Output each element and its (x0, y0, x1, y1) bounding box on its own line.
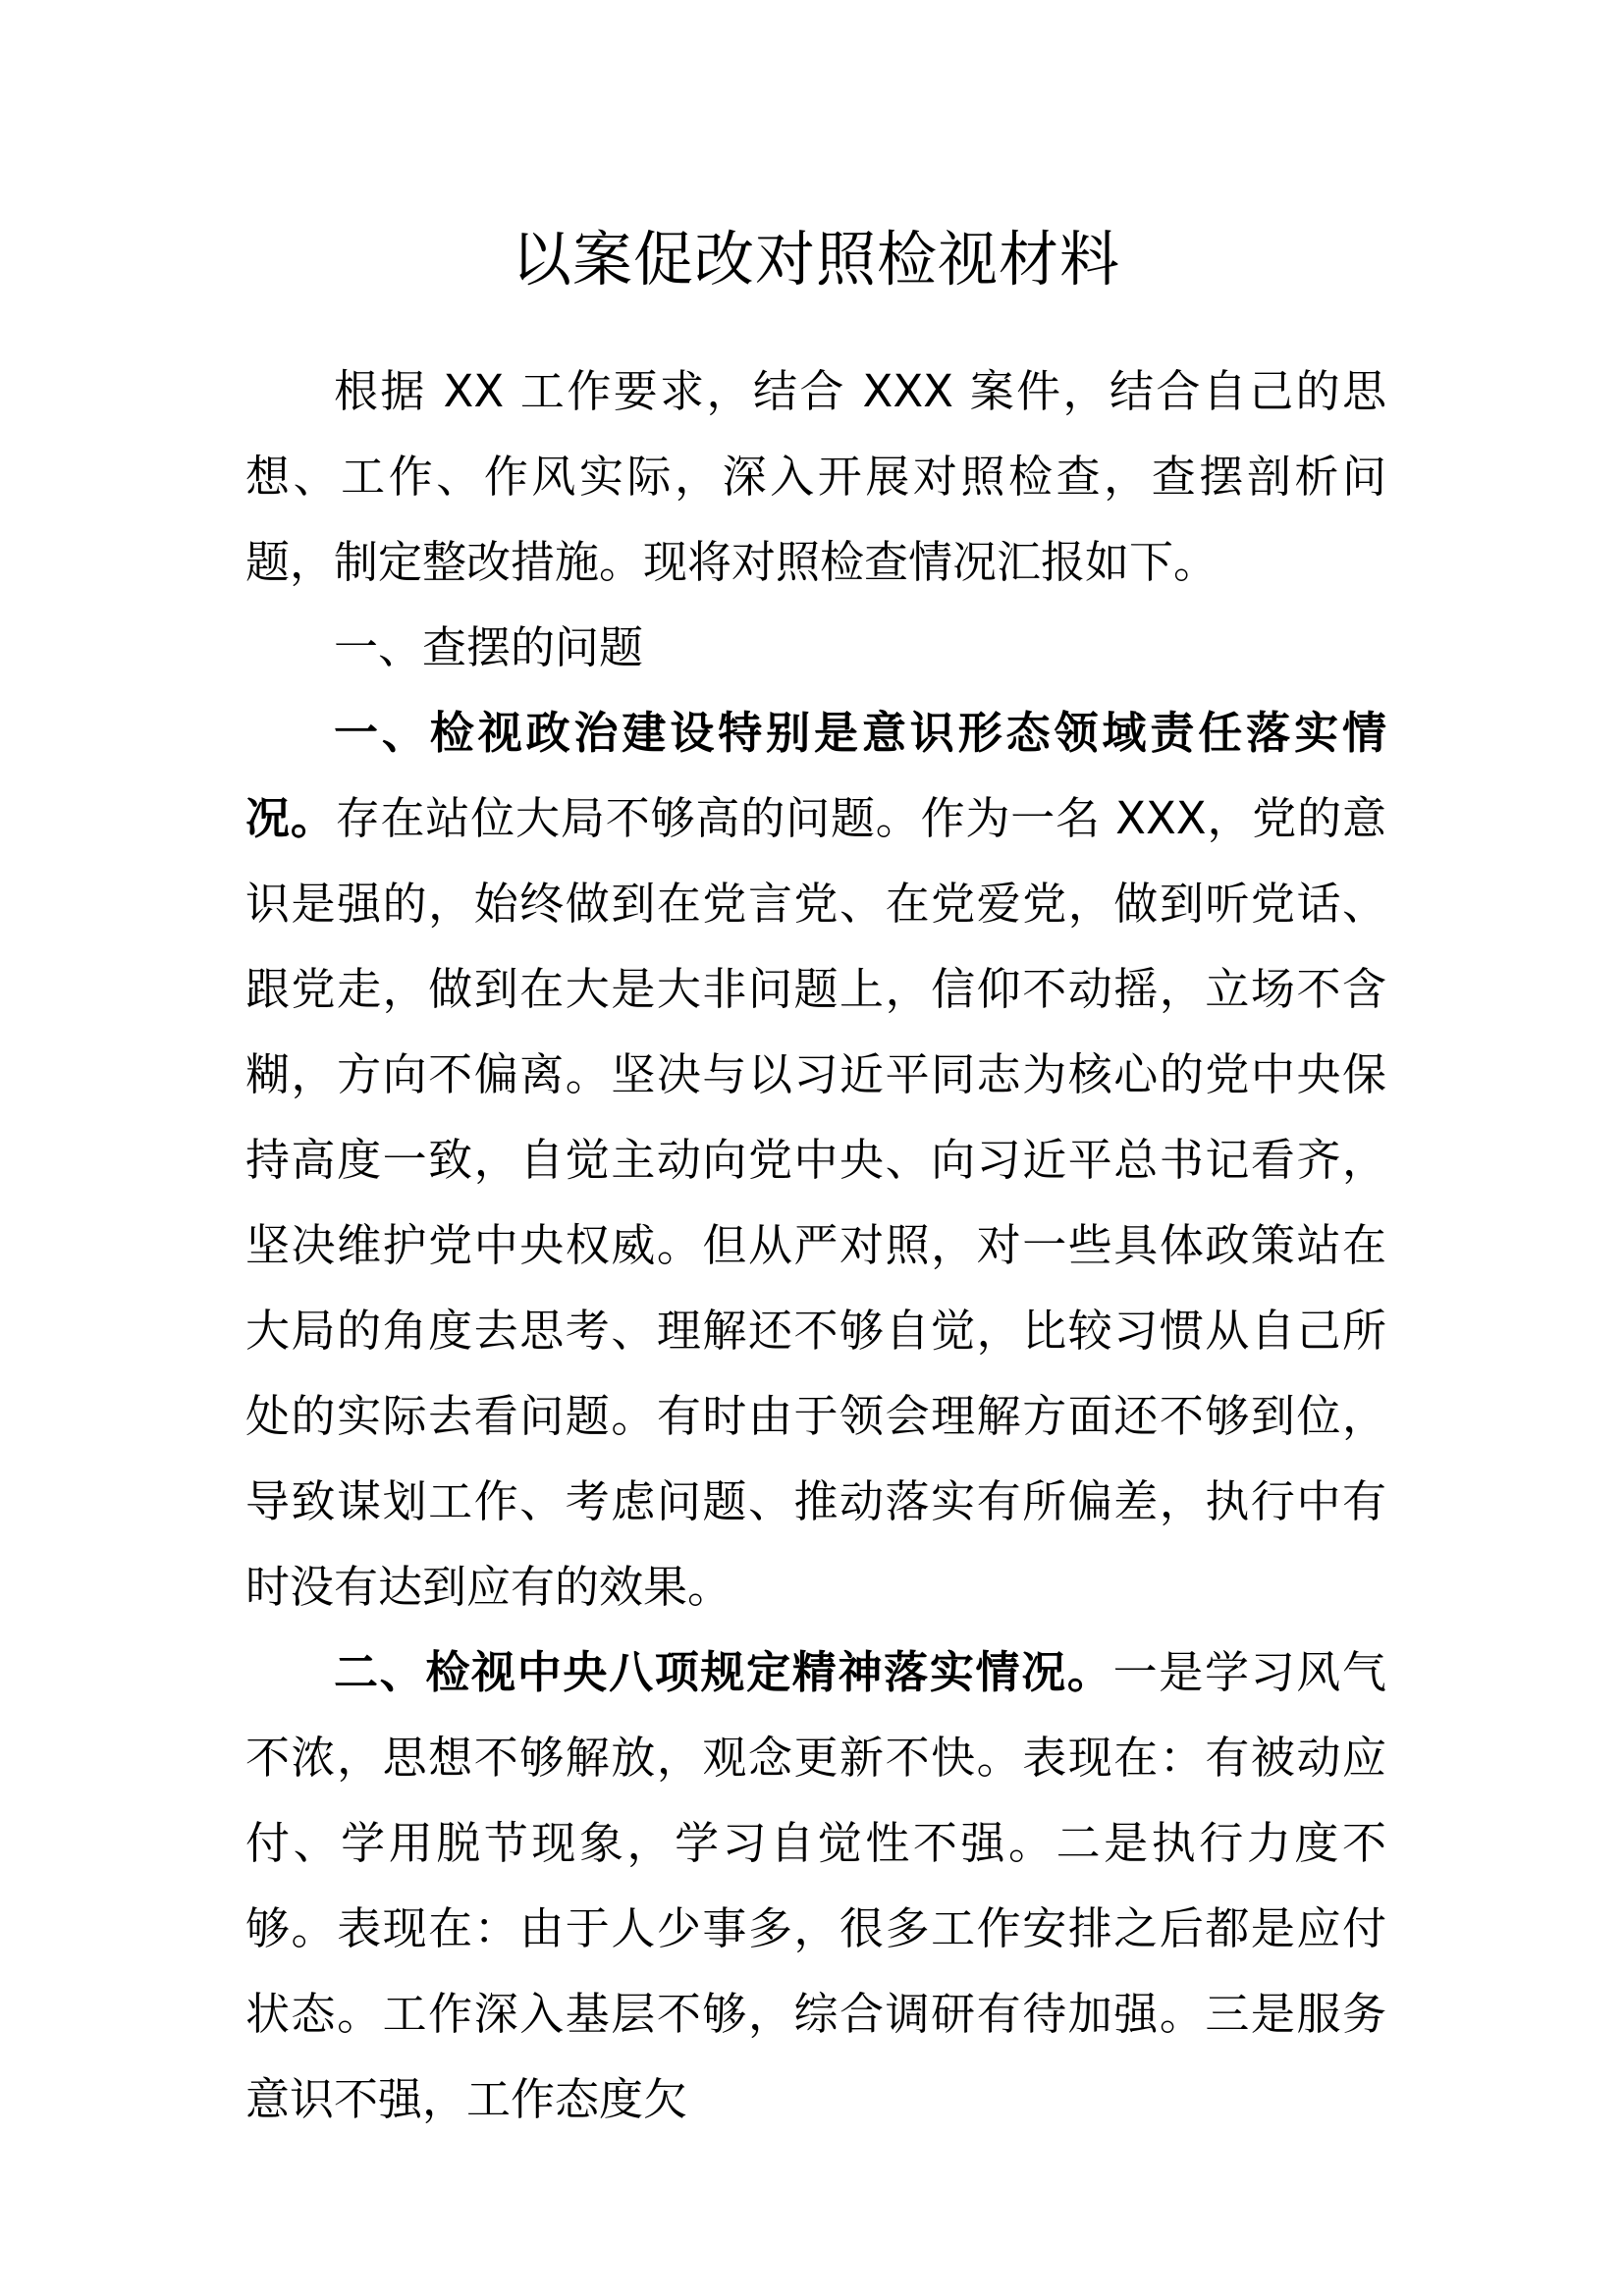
document-page (245, 211, 1386, 2142)
paragraph-text: 一、查摆的问题 (334, 621, 644, 673)
document-title: 以案促改对照检视材料 (511, 225, 1120, 294)
intro-paragraph (245, 348, 1386, 605)
paragraph-text: 根据 XX 工作要求，结合 XXX 案件，结合自己的思想、工作、作风实际，深入开展对照检查，查摆剖析问题，制定整改措施。现将对照检查情况汇报如下。 (245, 365, 1386, 588)
paragraph-political-construction (245, 690, 1386, 1629)
paragraph-eight-regulations (245, 1629, 1386, 2142)
paragraph-lead-bold: 一、检视政治建设特别是意识形态领域责任落实情况。 (245, 707, 1386, 844)
paragraph-text: 一是学习风气不浓，思想不够解放，观念更新不快。表现在：有被动应付、学用脱节现象，学习自觉性不强。二是执行力度不够。表现在：由于人少事多，很多工作安排之后都是应付状态。工作深入基层不够，综合调研有待加强。三是服务意识不强，工作态度欠 (245, 1646, 1386, 2125)
paragraph-lead-bold: 二、检视中央八项规定精神落实情况。 (334, 1646, 1113, 1698)
section-heading-problems (245, 605, 1386, 690)
paragraph-text: 存在站位大局不够高的问题。作为一名 XXX，党的意识是强的，始终做到在党言党、在党爱党，做到听党话、跟党走，做到在大是大非问题上，信仰不动摇，立场不含糊，方向不偏离。坚决与以习近平同志为核心的党中央保持高度一致，自觉主动向党中央、向习近平总书记看齐，坚决维护党中央权威。但从严对照，对一些具体政策站在大局的角度去思考、理解还不够自觉，比较习惯从自己所处的实际去看问题。有时由于领会理解方面还不够到位，导致谋划工作、考虑问题、推动落实有所偏差，执行中有时没有达到应有的效果。 (245, 792, 1386, 1613)
